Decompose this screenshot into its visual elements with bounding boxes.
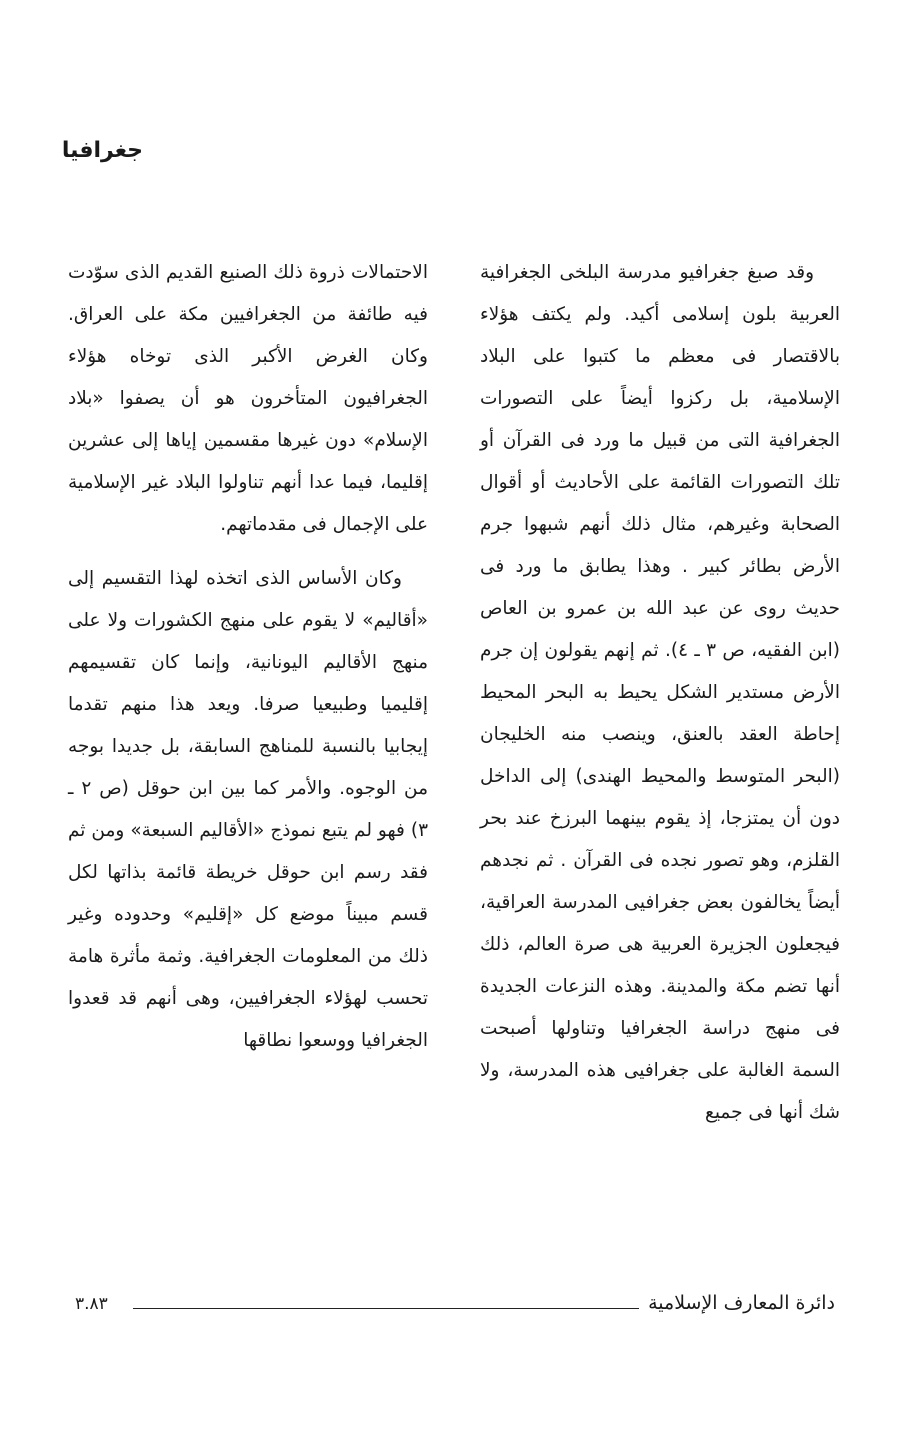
text-column-left (68, 252, 428, 1062)
paragraph: وقد صبغ جغرافيو مدرسة البلخى الجغرافية العربية بلون إسلامى أكيد. ولم يكتف هؤلاء بالاقتصار فى معظم ما كتبوا على البلاد الإسلامية، بل ركزوا أيضاً على التصورات الجغرافية التى من قبيل ما ورد فى القرآن أو تلك التصورات القائمة على الأحاديث أو أقوال الصحابة وغيرهم، مثال ذلك أنهم شبهوا جرم الأرض بطائر كبير . وهذا يطابق ما ورد فى حديث روى عن عبد الله بن عمرو بن العاص (ابن الفقيه، ص ٣ ـ ٤). ثم إنهم يقولون إن جرم الأرض مستدير الشكل يحيط به البحر المحيط إحاطة العقد بالعنق، وينصب منه الخليجان (البحر المتوسط والمحيط الهندى) إلى الداخل دون أن يمتزجا، إذ يقوم بينهما البرزخ عند بحر القلزم، وهو تصور نجده فى القرآن . ثم نجدهم أيضاً يخالفون بعض جغرافيى المدرسة العراقية، فيجعلون الجزيرة العربية هى صرة العالم، ذلك أنها تضم مكة والمدينة. وهذه النزعات الجديدة فى منهج دراسة الجغرافيا وتناولها أصبحت السمة الغالبة على جغرافيى هذه المدرسة، ولا شك أنها فى جميع (480, 262, 841, 1123)
text-column-right (480, 252, 840, 1134)
paragraph: الاحتمالات ذروة ذلك الصنيع القديم الذى سوّدت فيه طائفة من الجغرافيين مكة على العراق. وكان الغرض الأكبر الذى توخاه هؤلاء الجغرافيون المتأخرون هو أن يصفوا «بلاد الإسلام» دون غيرها مقسمين إياها إلى عشرين إقليما، فيما عدا أنهم تناولوا البلاد غير الإسلامية على الإجمال فى مقدماتهم. (68, 262, 428, 535)
page-number: ٣.٨٣ (75, 1294, 108, 1314)
paragraph: وكان الأساس الذى اتخذه لهذا التقسيم إلى «أقاليم» لا يقوم على منهج الكشورات ولا على منهج الأقاليم اليونانية، وإنما كان تقسيمهم إقليميا وطبيعيا صرفا. ويعد هذا منهم تقدما إيجابيا بالنسبة للمناهج السابقة، بل جديدا بوجه من الوجوه. والأمر كما بين ابن حوقل (ص ٢ ـ ٣) فهو لم يتبع نموذج «الأقاليم السبعة» ومن ثم فقد رسم ابن حوقل خريطة قائمة بذاتها لكل قسم مبيناً موضع كل «إقليم» وحدوده وغير ذلك من المعلومات الجغرافية. وثمة مأثرة هامة تحسب لهؤلاء الجغرافيين، وهى أنهم قد قعدوا الجغرافيا ووسعوا نطاقها (68, 568, 428, 1051)
footer-divider (133, 1308, 639, 1309)
running-title: جغرافيا (61, 138, 143, 163)
source-title: دائرة المعارف الإسلامية (648, 1292, 835, 1314)
page-footer (75, 1284, 835, 1324)
